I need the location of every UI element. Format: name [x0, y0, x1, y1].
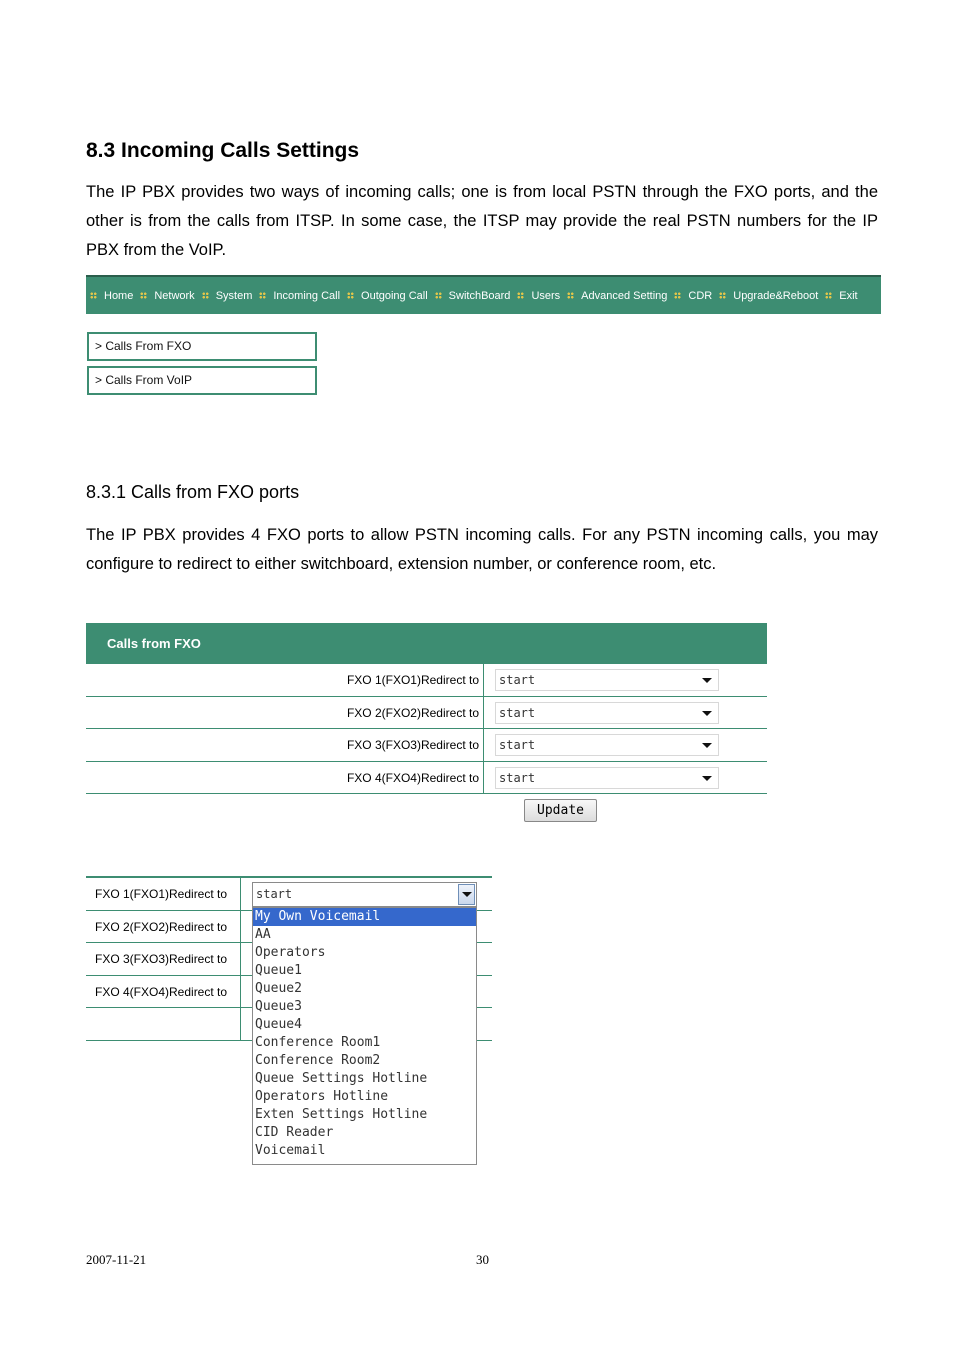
redirect-label: FXO 3(FXO3)Redirect to: [86, 729, 484, 761]
redirect-label: FXO 2(FXO2)Redirect to: [86, 911, 241, 943]
grip-icon: [140, 292, 147, 299]
chevron-down-icon: [702, 678, 712, 683]
dropdown-option[interactable]: Queue2: [255, 981, 302, 996]
redirect-label: FXO 2(FXO2)Redirect to: [86, 697, 484, 729]
page-number: 30: [476, 1252, 489, 1267]
dropdown-option[interactable]: Operators: [255, 945, 326, 960]
redirect-select-open[interactable]: start: [252, 882, 477, 907]
grip-icon: [825, 292, 832, 299]
panel-title: Calls from FXO: [86, 623, 767, 664]
nav-item-incoming-call[interactable]: Incoming Call: [259, 290, 340, 302]
redirect-select-fxo1[interactable]: start: [495, 669, 719, 691]
grip-icon: [202, 292, 209, 299]
nav-bar: [86, 275, 881, 314]
nav-item-users[interactable]: Users: [517, 290, 560, 302]
footer-date: 2007-11-21: [86, 1252, 147, 1267]
nav-item-cdr[interactable]: CDR: [674, 290, 712, 302]
grip-icon: [719, 292, 726, 299]
dropdown-arrow-icon[interactable]: [458, 884, 475, 905]
section-title: 8.3 Incoming Calls Settings: [86, 139, 360, 162]
nav-item-advanced-setting[interactable]: Advanced Setting: [567, 290, 667, 302]
grip-icon: [517, 292, 524, 299]
dropdown-option[interactable]: Conference Room1: [255, 1035, 381, 1050]
table-row: [86, 729, 767, 762]
chevron-down-icon: [702, 776, 712, 781]
intro-paragraph: The IP PBX provides two ways of incoming calls; one is from local PSTN through the FXO ports, and the other is from the calls from ITSP. In some case, the ITSP may provide the real PSTN numbers for the IP PBX from the VoIP.: [86, 183, 878, 259]
dropdown-option[interactable]: Conference Room2: [255, 1053, 381, 1068]
table-row: [86, 664, 767, 697]
dropdown-option[interactable]: Voicemail: [255, 1143, 326, 1158]
chevron-down-icon: [702, 743, 712, 748]
grip-icon: [259, 292, 266, 299]
redirect-label: FXO 1(FXO1)Redirect to: [86, 878, 241, 910]
dropdown-option[interactable]: Queue3: [255, 999, 302, 1014]
nav-item-switchboard[interactable]: SwitchBoard: [435, 290, 511, 302]
submenu-calls-from-fxo[interactable]: > Calls From FXO: [87, 332, 317, 361]
dropdown-option[interactable]: Queue Settings Hotline: [255, 1071, 428, 1086]
redirect-select-fxo2[interactable]: start: [495, 702, 719, 724]
dropdown-option[interactable]: My Own Voicemail: [253, 908, 476, 926]
grip-icon: [674, 292, 681, 299]
dropdown-option[interactable]: Queue1: [255, 963, 302, 978]
redirect-label: FXO 4(FXO4)Redirect to: [86, 762, 484, 794]
nav-item-network[interactable]: Network: [140, 290, 194, 302]
redirect-select-fxo3[interactable]: start: [495, 734, 719, 756]
dropdown-option[interactable]: CID Reader: [255, 1125, 334, 1140]
calls-from-fxo-panel: [86, 623, 767, 794]
dropdown-option[interactable]: Operators Hotline: [255, 1089, 389, 1104]
redirect-label: FXO 4(FXO4)Redirect to: [86, 976, 241, 1008]
table-row: [86, 697, 767, 730]
empty-cell: [86, 1008, 241, 1040]
grip-icon: [435, 292, 442, 299]
dropdown-options-list: [252, 907, 477, 1165]
dropdown-option[interactable]: AA: [255, 927, 271, 942]
redirect-label: FXO 1(FXO1)Redirect to: [86, 664, 484, 696]
dropdown-option[interactable]: Exten Settings Hotline: [255, 1107, 428, 1122]
table-row: [86, 762, 767, 795]
nav-item-upgrade-reboot[interactable]: Upgrade&Reboot: [719, 290, 818, 302]
redirect-select-fxo4[interactable]: start: [495, 767, 719, 789]
redirect-label: FXO 3(FXO3)Redirect to: [86, 943, 241, 975]
grip-icon: [347, 292, 354, 299]
subsection-title: 8.3.1 Calls from FXO ports: [86, 482, 300, 502]
chevron-down-icon: [702, 711, 712, 716]
grip-icon: [90, 292, 97, 299]
update-button[interactable]: Update: [524, 799, 597, 822]
fxo-paragraph: The IP PBX provides 4 FXO ports to allow PSTN incoming calls. For any PSTN incoming calls, you may configure to redirect to either switchboard, extension number, or conference room, etc.: [86, 526, 878, 573]
nav-item-exit[interactable]: Exit: [825, 290, 857, 302]
nav-item-outgoing-call[interactable]: Outgoing Call: [347, 290, 428, 302]
dropdown-option[interactable]: Queue4: [255, 1017, 302, 1032]
nav-item-home[interactable]: Home: [90, 290, 133, 302]
grip-icon: [567, 292, 574, 299]
nav-item-system[interactable]: System: [202, 290, 253, 302]
submenu-calls-from-voip[interactable]: > Calls From VoIP: [87, 366, 317, 395]
